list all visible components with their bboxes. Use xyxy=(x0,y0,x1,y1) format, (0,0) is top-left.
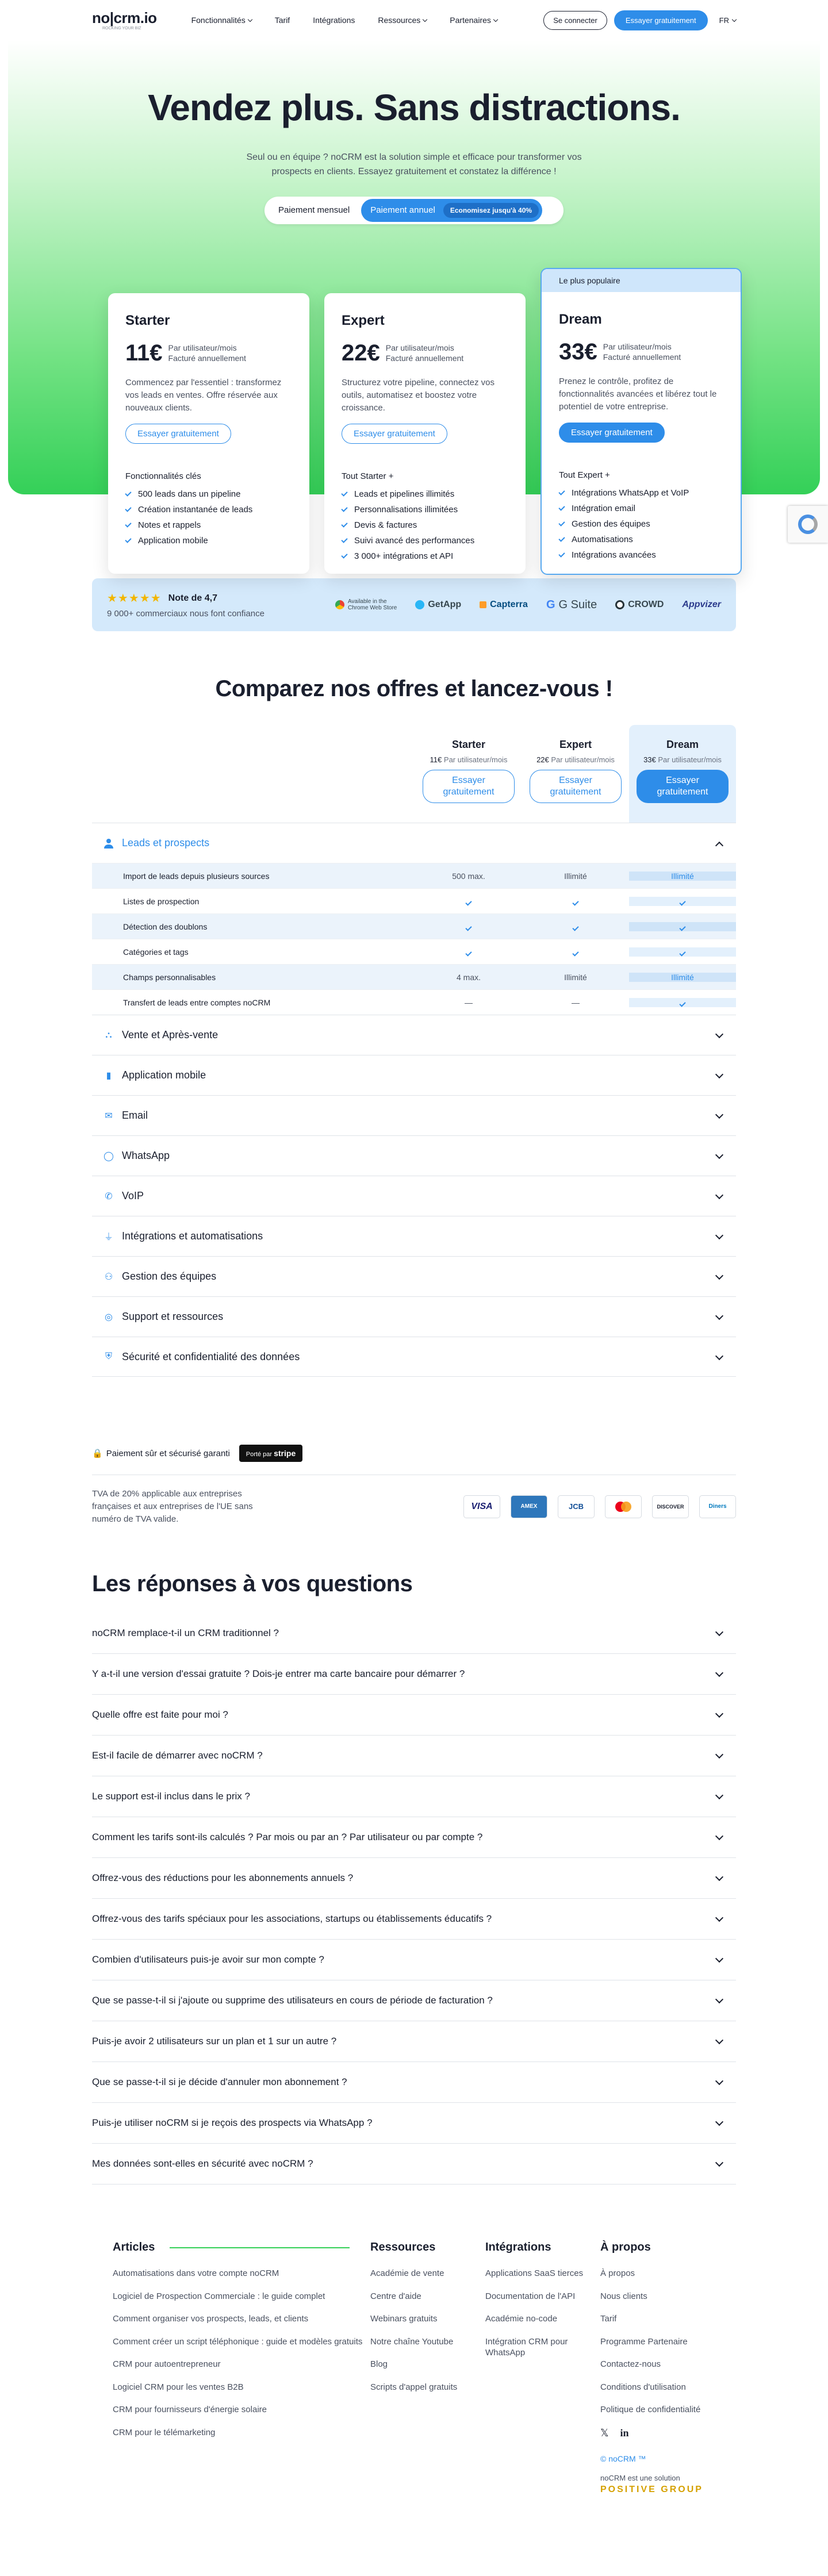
login-button[interactable]: Se connecter xyxy=(543,11,607,30)
feature-item: Intégrations WhatsApp et VoIP xyxy=(559,488,723,498)
col-price: 11€ Par utilisateur/mois xyxy=(430,755,508,764)
faq-item[interactable] xyxy=(92,2103,736,2144)
feature-item: Notes et rappels xyxy=(125,520,292,530)
savings-badge: Economisez jusqu'à 40% xyxy=(443,203,539,218)
footer-link[interactable]: Politique de confidentialité xyxy=(600,2405,701,2415)
footer-link[interactable]: Applications SaaS tierces xyxy=(485,2268,584,2279)
faq-section xyxy=(92,1571,736,2185)
faq-item[interactable] xyxy=(92,1940,736,1980)
check-icon xyxy=(125,536,131,543)
section-title: WhatsApp xyxy=(122,1150,170,1161)
try-free-button[interactable]: Essayer gratuitement xyxy=(530,770,622,803)
menu-item-features[interactable]: Fonctionnalités xyxy=(191,16,252,25)
pricing-cards xyxy=(108,276,742,575)
feature-item: Devis & factures xyxy=(342,520,508,530)
chevron-down-icon xyxy=(715,1272,723,1280)
jcb-icon: JCB xyxy=(558,1495,595,1518)
brand-caption: Available in the xyxy=(347,598,387,605)
footer-integrations xyxy=(485,2241,600,2495)
footer-link[interactable]: Notre chaîne Youtube xyxy=(370,2336,454,2347)
plan-name: Expert xyxy=(342,313,385,328)
faq-question: Mes données sont-elles en sécurité avec noCRM ? xyxy=(92,2158,313,2170)
star-rating-icon: ★★★★★ xyxy=(107,592,162,605)
footer-link[interactable]: Contactez-nous xyxy=(600,2359,661,2370)
chrome-store-logo[interactable] xyxy=(335,598,397,611)
appvizer-logo[interactable]: Appvizer xyxy=(682,600,721,609)
footer-link[interactable]: Conditions d'utilisation xyxy=(600,2382,686,2392)
diners-icon: Diners xyxy=(699,1495,736,1518)
faq-item[interactable] xyxy=(92,1654,736,1695)
menu-item-pricing[interactable]: Tarif xyxy=(274,16,290,25)
faq-question: Puis-je utiliser noCRM si je reçois des prospects via WhatsApp ? xyxy=(92,2117,373,2129)
faq-question: Y a-t-il une version d'essai gratuite ? Dois-je entrer ma carte bancaire pour démarrer ? xyxy=(92,1668,465,1680)
chevron-down-icon xyxy=(715,1955,723,1963)
section-toggle[interactable] xyxy=(92,1256,736,1296)
rating-note: Note de 4,7 xyxy=(168,593,218,603)
check-icon xyxy=(341,552,347,558)
compare-header xyxy=(92,725,736,823)
footer-link[interactable]: Comment créer un script téléphonique : guide et modèles gratuits xyxy=(113,2336,363,2347)
section-toggle[interactable] xyxy=(92,1095,736,1135)
faq-question: Est-il facile de démarrer avec noCRM ? xyxy=(92,1750,263,1761)
phone-icon: ✆ xyxy=(105,1191,113,1201)
chevron-down-icon xyxy=(715,1070,723,1078)
row-label: Champs personnalisables xyxy=(123,972,216,982)
section-title: Application mobile xyxy=(122,1069,206,1081)
footer-link[interactable]: Académie no-code xyxy=(485,2314,558,2324)
feature-item: Suivi avancé des performances xyxy=(342,536,508,546)
amex-icon: AMEX xyxy=(511,1495,547,1518)
footer-articles xyxy=(113,2241,370,2495)
check-icon xyxy=(125,505,131,512)
chevron-down-icon xyxy=(732,17,737,21)
row-label: Détection des doublons xyxy=(123,922,208,931)
whatsapp-icon: ◯ xyxy=(103,1151,114,1161)
vat-notice: TVA de 20% applicable aux entreprises françaises et aux entreprises de l'UE sans numéro de TVA valide. xyxy=(92,1489,253,1524)
plan-card-expert xyxy=(324,293,526,574)
monthly-option[interactable]: Paiement mensuel xyxy=(278,205,350,216)
row-label: Import de leads depuis plusieurs sources xyxy=(123,871,270,881)
main-menu xyxy=(191,16,497,25)
menu-item-resources[interactable]: Ressources xyxy=(378,16,427,25)
chevron-down-icon xyxy=(715,2036,723,2044)
feature-item: 500 leads dans un pipeline xyxy=(125,489,292,499)
gsuite-logo[interactable]: G G Suite xyxy=(546,598,597,611)
faq-question: Offrez-vous des tarifs spéciaux pour les associations, startups ou établissements éducatifs ? xyxy=(92,1913,492,1925)
try-free-button[interactable]: Essayer gratuitement xyxy=(637,770,729,803)
faq-item[interactable] xyxy=(92,1980,736,2021)
feature-item: Application mobile xyxy=(125,536,292,546)
compare-col-expert xyxy=(522,725,629,823)
row-label: Transfert de leads entre comptes noCRM xyxy=(123,997,271,1007)
feature-item: Leads et pipelines illimités xyxy=(342,489,508,499)
footer-heading: À propos xyxy=(600,2241,651,2254)
section-toggle[interactable] xyxy=(92,1015,736,1055)
getapp-icon xyxy=(415,600,424,609)
crowd-logo[interactable]: CROWD xyxy=(615,600,664,610)
faq-item[interactable] xyxy=(92,2144,736,2185)
faq-question: Quelle offre est faite pour moi ? xyxy=(92,1709,228,1721)
chevron-down-icon xyxy=(715,1832,723,1840)
chevron-down-icon xyxy=(715,1914,723,1922)
plan-card-starter xyxy=(108,293,309,574)
faq-item[interactable] xyxy=(92,1776,736,1817)
chevron-down-icon xyxy=(715,1791,723,1799)
check-icon xyxy=(415,897,522,906)
check-icon xyxy=(558,489,565,495)
footer-link[interactable]: Logiciel CRM pour les ventes B2B xyxy=(113,2382,244,2392)
faq-item[interactable] xyxy=(92,1736,736,1776)
try-free-button[interactable]: Essayer gratuitement xyxy=(423,770,515,803)
feature-list xyxy=(125,489,292,546)
chevron-down-icon xyxy=(715,1312,723,1320)
section-title: Support et ressources xyxy=(122,1311,224,1322)
chevron-down-icon xyxy=(715,1628,723,1636)
logo-tagline: ROCKING YOUR BIZ xyxy=(102,26,141,30)
leads-rows xyxy=(92,863,736,1015)
table-row xyxy=(92,964,736,989)
price-period: Par utilisateur/mois xyxy=(603,342,672,351)
footer-link[interactable]: Webinars gratuits xyxy=(370,2314,438,2324)
faq-question: Combien d'utilisateurs puis-je avoir sur mon compte ? xyxy=(92,1954,324,1965)
collapsed-sections xyxy=(92,1015,736,1377)
footer-link[interactable]: Centre d'aide xyxy=(370,2291,421,2301)
try-free-button[interactable]: Essayer gratuitement xyxy=(614,10,708,30)
compare-section xyxy=(0,676,828,1377)
footer-link[interactable]: CRM pour fournisseurs d'énergie solaire xyxy=(113,2405,267,2415)
hero-title: Vendez plus. Sans distractions. xyxy=(148,87,680,128)
section-title: Sécurité et confidentialité des données xyxy=(122,1350,300,1362)
section-toggle[interactable] xyxy=(92,1055,736,1095)
footer-link[interactable]: Nous clients xyxy=(600,2291,647,2301)
footer-link[interactable]: Scripts d'appel gratuits xyxy=(370,2382,458,2392)
footer-link[interactable]: CRM pour autoentrepreneur xyxy=(113,2359,221,2370)
capterra-logo[interactable]: Capterra xyxy=(480,600,528,610)
plan-price: 11€ xyxy=(125,340,163,366)
check-icon xyxy=(341,490,347,496)
section-toggle[interactable] xyxy=(92,1135,736,1176)
hero-subtitle: Seul ou en équipe ? noCRM est la solution simple et efficace pour transformer vos prospects en clients. Essayez gratuitement et constatez la différence ! xyxy=(246,152,582,176)
divider xyxy=(170,2247,350,2248)
check-icon xyxy=(629,922,736,931)
logo[interactable] xyxy=(92,10,157,30)
plan-price: 22€ xyxy=(342,340,380,366)
rating-subtext: 9 000+ commerciaux nous font confiance xyxy=(107,609,264,619)
section-title: Gestion des équipes xyxy=(122,1270,217,1282)
feature-item: Intégrations avancées xyxy=(559,550,723,560)
row-value: 500 max. xyxy=(452,871,485,881)
row-value: Illimité xyxy=(564,871,587,881)
features-label: Tout Starter + xyxy=(342,471,394,481)
check-icon xyxy=(522,947,629,957)
team-icon: ⚇ xyxy=(104,1272,113,1282)
table-row xyxy=(92,888,736,913)
table-row xyxy=(92,913,736,939)
popular-badge: Le plus populaire xyxy=(542,269,741,292)
chevron-down-icon xyxy=(715,1750,723,1759)
footer-link[interactable]: Documentation de l'API xyxy=(485,2291,576,2301)
brand-name: Chrome Web Store xyxy=(347,605,397,611)
check-icon xyxy=(125,490,131,496)
check-icon xyxy=(341,536,347,543)
plan-description: Structurez votre pipeline, connectez vos outils, automatisez et boostez votre croissance. xyxy=(342,378,494,413)
recaptcha-icon xyxy=(798,515,818,534)
footer-link[interactable]: Logiciel de Prospection Commerciale : le guide complet xyxy=(113,2291,325,2301)
top-nav xyxy=(92,0,736,40)
stripe-badge: Porté par stripe xyxy=(239,1445,302,1462)
footer-link[interactable]: Blog xyxy=(370,2359,388,2370)
plan-price: 33€ xyxy=(559,339,597,364)
col-name: Starter xyxy=(451,739,486,750)
faq-title: Les réponses à vos questions xyxy=(92,1571,413,1597)
check-icon xyxy=(629,947,736,957)
faq-list xyxy=(92,1613,736,2185)
row-value: 4 max. xyxy=(456,972,481,982)
col-name: Dream xyxy=(666,739,699,750)
compare-table xyxy=(92,725,736,1377)
chevron-up-icon xyxy=(715,842,723,850)
chevron-down-icon xyxy=(423,17,427,21)
faq-item[interactable] xyxy=(92,1899,736,1940)
footer-link[interactable]: À propos xyxy=(600,2268,635,2279)
feature-list xyxy=(342,489,508,561)
check-icon xyxy=(558,535,565,542)
faq-question: Le support est-il inclus dans le prix ? xyxy=(92,1791,250,1802)
col-name: Expert xyxy=(559,739,592,750)
section-title: Email xyxy=(122,1110,148,1121)
plan-card-dream xyxy=(540,268,742,575)
getapp-logo[interactable]: GetApp xyxy=(415,600,461,610)
mobile-icon: ▮ xyxy=(106,1070,112,1081)
chevron-down-icon xyxy=(715,2077,723,2085)
row-label: Listes de prospection xyxy=(123,896,200,906)
feature-item: Automatisations xyxy=(559,535,723,544)
table-row xyxy=(92,863,736,888)
footer-resources xyxy=(370,2241,485,2495)
faq-question: noCRM remplace-t-il un CRM traditionnel ? xyxy=(92,1627,279,1639)
table-row xyxy=(92,989,736,1015)
logo-text: no|crm.io xyxy=(92,9,157,26)
footer-heading: Articles xyxy=(113,2241,155,2254)
footer-heading: Intégrations xyxy=(485,2241,551,2254)
chevron-down-icon xyxy=(715,1352,723,1360)
faq-question: Que se passe-t-il si je décide d'annuler mon abonnement ? xyxy=(92,2076,347,2088)
billing-toggle xyxy=(264,197,564,224)
check-icon xyxy=(558,520,565,526)
billing-note: Facturé annuellement xyxy=(603,352,681,362)
feature-item: Intégration email xyxy=(559,504,723,513)
section-leads-toggle[interactable] xyxy=(92,823,736,863)
card-logos xyxy=(463,1495,736,1518)
section-toggle[interactable] xyxy=(92,1337,736,1377)
discover-icon: DISCOVER xyxy=(652,1495,689,1518)
payment-section xyxy=(92,1445,736,1525)
section-toggle[interactable] xyxy=(92,1216,736,1256)
section-title: VoIP xyxy=(122,1190,144,1201)
plan-name: Starter xyxy=(125,313,170,328)
chevron-down-icon xyxy=(715,1030,723,1038)
chevron-down-icon xyxy=(715,1191,723,1199)
rating-banner xyxy=(92,578,736,631)
faq-item[interactable] xyxy=(92,1817,736,1858)
row-value: Illimité xyxy=(629,973,736,982)
footer-link[interactable]: CRM pour le télémarketing xyxy=(113,2427,216,2437)
compare-col-dream xyxy=(629,725,736,823)
crowd-icon xyxy=(615,600,624,609)
group-note: noCRM est une solution POSITIVE GROUP xyxy=(600,2474,727,2495)
chevron-down-icon xyxy=(715,1873,723,1881)
review-platforms xyxy=(335,598,721,612)
plan-description: Commencez par l'essentiel : transformez vos leads en ventes. Offre réservée aux nouveaux clients. xyxy=(125,378,282,413)
faq-question: Que se passe-t-il si j'ajoute ou supprime des utilisateurs en cours de période de facturation ? xyxy=(92,1995,493,2006)
feature-item: Personnalisations illimitées xyxy=(342,505,508,515)
check-icon xyxy=(341,521,347,527)
chevron-down-icon xyxy=(715,1669,723,1677)
support-icon: ◎ xyxy=(105,1312,113,1322)
feature-item: 3 000+ intégrations et API xyxy=(342,551,508,561)
hero-section xyxy=(8,40,820,561)
footer-link[interactable]: Intégration CRM pour WhatsApp xyxy=(485,2336,568,2358)
recaptcha-badge[interactable] xyxy=(788,506,828,543)
features-label: Fonctionnalités clés xyxy=(125,471,201,481)
check-icon xyxy=(125,521,131,527)
faq-item[interactable] xyxy=(92,2062,736,2103)
linkedin-icon[interactable]: in xyxy=(620,2427,629,2439)
faq-item[interactable] xyxy=(92,1695,736,1736)
language-selector[interactable]: FR xyxy=(719,16,736,25)
faq-item[interactable] xyxy=(92,2021,736,2062)
check-icon xyxy=(558,504,565,510)
price-period: Par utilisateur/mois xyxy=(168,343,237,352)
row-value: — xyxy=(465,997,473,1007)
email-icon: ✉ xyxy=(105,1111,113,1121)
try-free-button[interactable]: Essayer gratuitement xyxy=(125,424,231,444)
chevron-down-icon xyxy=(248,17,252,21)
faq-question: Offrez-vous des réductions pour les abonnements annuels ? xyxy=(92,1872,354,1884)
mastercard-icon xyxy=(605,1495,642,1518)
plan-name: Dream xyxy=(559,312,602,327)
check-icon xyxy=(341,505,347,512)
section-title: Leads et prospects xyxy=(122,837,210,849)
col-price: 22€ Par utilisateur/mois xyxy=(536,755,615,764)
price-period: Par utilisateur/mois xyxy=(385,343,454,352)
chevron-down-icon xyxy=(715,1111,723,1119)
footer-link[interactable]: Académie de vente xyxy=(370,2268,444,2279)
user-icon xyxy=(102,837,115,850)
compare-title: Comparez nos offres et lancez-vous ! xyxy=(215,676,613,701)
feature-item: Création instantanée de leads xyxy=(125,505,292,515)
copyright: © noCRM ™ xyxy=(600,2454,646,2463)
check-icon xyxy=(522,897,629,906)
table-row xyxy=(92,939,736,964)
plan-description: Prenez le contrôle, profitez de fonctionnalités avancées et libérez tout le potentiel de votre entreprise. xyxy=(559,377,717,412)
section-toggle[interactable] xyxy=(92,1176,736,1216)
capterra-icon xyxy=(480,601,486,608)
section-title: Intégrations et automatisations xyxy=(122,1230,263,1242)
row-value: Illimité xyxy=(564,972,587,982)
billing-note: Facturé annuellement xyxy=(168,353,246,363)
footer-link[interactable]: Tarif xyxy=(600,2314,617,2324)
row-value: — xyxy=(572,997,580,1007)
check-icon xyxy=(415,947,522,957)
positive-group-logo[interactable]: POSITIVE GROUP xyxy=(600,2484,703,2494)
chevron-down-icon xyxy=(715,2159,723,2167)
footer xyxy=(92,2241,736,2547)
footer-about xyxy=(600,2241,727,2495)
check-icon xyxy=(522,922,629,931)
check-icon xyxy=(629,897,736,906)
social-links xyxy=(600,2427,727,2439)
visa-icon: VISA xyxy=(463,1495,500,1518)
try-free-button[interactable]: Essayer gratuitement xyxy=(342,424,447,444)
chevron-down-icon xyxy=(715,1151,723,1159)
footer-link[interactable]: Comment organiser vos prospects, leads, et clients xyxy=(113,2314,309,2324)
faq-question: Puis-je avoir 2 utilisateurs sur un plan et 1 sur un autre ? xyxy=(92,2036,337,2047)
org-chart-icon: ⛬ xyxy=(105,1030,112,1040)
compare-col-starter xyxy=(415,725,522,823)
check-icon xyxy=(629,998,736,1007)
chevron-down-icon xyxy=(715,2118,723,2126)
check-icon xyxy=(558,551,565,557)
try-free-button[interactable]: Essayer gratuitement xyxy=(559,423,665,443)
menu-item-partners[interactable]: Partenaires xyxy=(450,16,497,25)
feature-list xyxy=(559,488,723,560)
billing-note: Facturé annuellement xyxy=(385,353,464,363)
col-price: 33€ Par utilisateur/mois xyxy=(643,755,722,764)
section-toggle[interactable] xyxy=(92,1296,736,1337)
faq-item[interactable] xyxy=(92,1613,736,1654)
row-value: Illimité xyxy=(629,872,736,881)
chevron-down-icon xyxy=(493,17,498,21)
annual-option[interactable]: Paiement annuel Economisez jusqu'à 40% xyxy=(361,199,542,222)
section-title: Vente et Après-vente xyxy=(122,1029,218,1041)
footer-link[interactable]: Programme Partenaire xyxy=(600,2336,688,2347)
secure-payment-text: Paiement sûr et sécurisé garanti xyxy=(106,1448,230,1458)
feature-item: Gestion des équipes xyxy=(559,519,723,529)
footer-heading: Ressources xyxy=(370,2241,436,2254)
twitter-icon[interactable]: 𝕏 xyxy=(600,2427,609,2439)
shield-icon: ⛨ xyxy=(105,1352,112,1361)
faq-item[interactable] xyxy=(92,1858,736,1899)
menu-item-integrations[interactable]: Intégrations xyxy=(313,16,355,25)
features-label: Tout Expert + xyxy=(559,470,610,480)
footer-link[interactable]: Automatisations dans votre compte noCRM xyxy=(113,2268,279,2279)
lock-icon: 🔒 xyxy=(92,1449,103,1458)
chrome-icon xyxy=(335,600,344,609)
chevron-down-icon xyxy=(715,1995,723,2003)
chevron-down-icon xyxy=(715,1710,723,1718)
faq-question: Comment les tarifs sont-ils calculés ? Par mois ou par an ? Par utilisateur ou par compte ? xyxy=(92,1832,483,1843)
row-label: Catégories et tags xyxy=(123,947,189,957)
plug-icon: ⏚ xyxy=(103,1233,113,1242)
check-icon xyxy=(415,922,522,931)
chevron-down-icon xyxy=(715,1231,723,1239)
